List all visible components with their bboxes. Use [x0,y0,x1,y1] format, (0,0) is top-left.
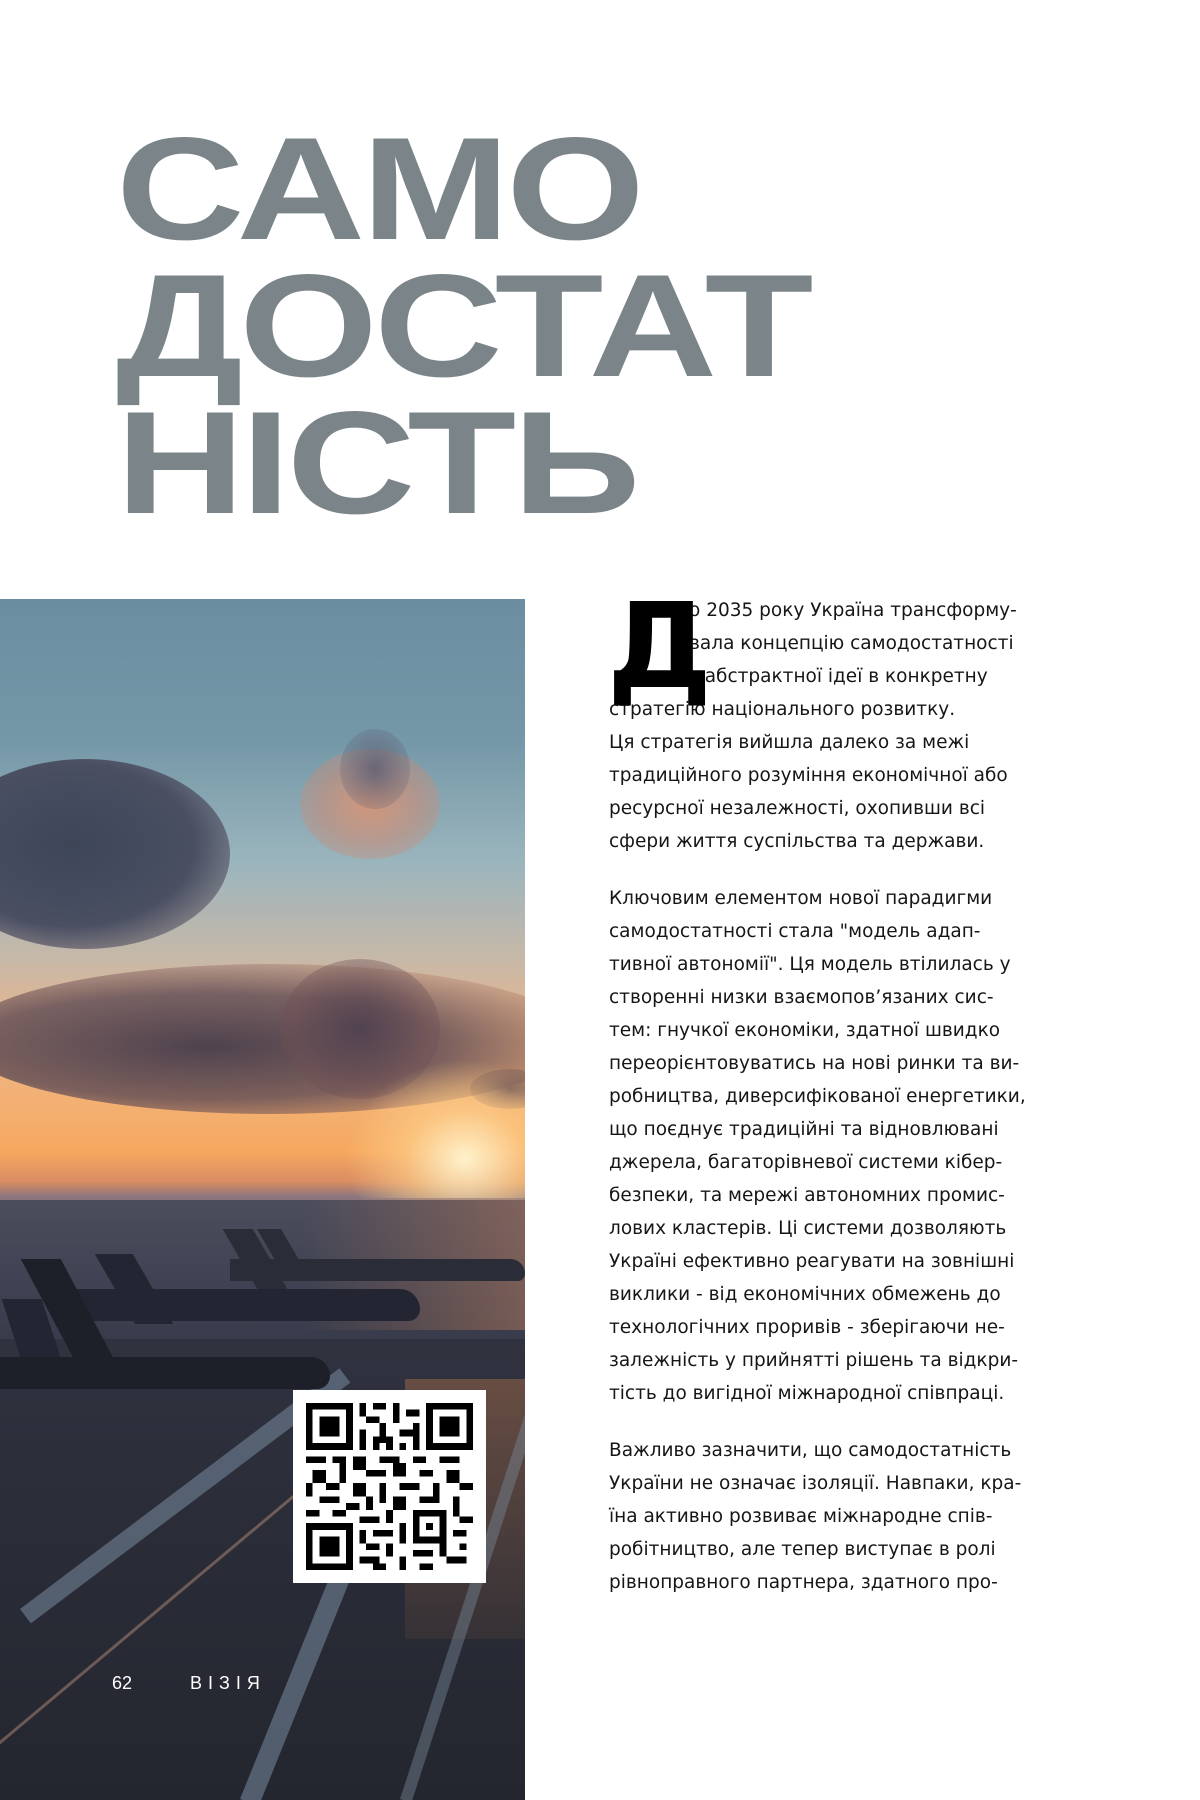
cloud [340,729,410,809]
qr-code[interactable] [293,1390,486,1583]
text-line: тем: гнучкої економіки, здатної швидко [609,1020,1001,1041]
jet-silhouette [0,1357,330,1389]
title-line-1: САМО [116,107,642,270]
text-line: Ключовим елементом нової парадигми [609,888,993,909]
text-line: робітництво, але тепер виступає в ролі [609,1539,996,1560]
text-line: робництва, диверсифікованої енергетики, [609,1086,1026,1107]
text-line: виклики - від економічних обмежень до [609,1284,1001,1305]
text-line: вала концепцію самодостатності [689,633,1014,654]
text-line: стратегію національного розвитку. [609,699,956,720]
cloud [0,759,230,949]
text-line: їна активно розвиває міжнародне спів- [609,1506,993,1527]
text-line: Ця стратегія вийшла далеко за межі [609,732,970,753]
text-line: о 2035 року Україна трансформу- [689,600,1017,621]
text-line: України не означає ізоляції. Навпаки, кра- [609,1473,1022,1494]
page-number: 62 [112,1673,133,1693]
text-line: рівноправного партнера, здатного про- [609,1572,998,1593]
magazine-name: ВІЗІЯ [190,1673,266,1693]
text-line: безпеки, та мережі автономних промис- [609,1185,1005,1206]
text-line: самодостатності стала "модель адап- [609,921,981,942]
text-line: переорієнтовуватись на нові ринки та ви- [609,1053,1020,1074]
drop-cap: Д [607,577,713,715]
title-line-3: НІСТЬ [116,381,637,544]
text-line: традиційного розуміння економічної або [609,765,1008,786]
text-line: ресурсної незалежності, охопивши всі [609,798,986,819]
carrier-sunset-photo [0,599,525,1800]
horizon-line [0,1198,525,1200]
article-body [607,577,1059,1623]
paragraph-3 [609,1434,1059,1599]
article-title [116,107,810,544]
text-line: з абстрактної ідеї в конкретну [689,666,988,687]
paragraph-2 [609,882,1059,1410]
text-line: лових кластерів. Ці системи дозволяють [609,1218,1007,1239]
text-line: залежність у прийнятті рішень та відкри- [609,1350,1019,1371]
qr-code-icon [306,1403,473,1570]
title-line-2: ДОСТАТ [116,244,810,407]
text-line: Україні ефективно реагувати на зовнішні [609,1251,1015,1272]
text-line: технологічних проривів - зберігаючи не- [609,1317,1005,1338]
text-line: Важливо зазначити, що самодостатність [609,1440,1012,1461]
text-line: тість до вигідної міжнародної співпраці. [609,1383,1005,1404]
jet-silhouette [230,1259,525,1281]
text-line: джерела, багаторівневої системи кібер- [609,1152,1003,1173]
text-line: сфери життя суспільства та держави. [609,831,985,852]
text-line: створенні низки взаємопов’язаних сис- [609,987,994,1008]
text-line: тивної автономії". Ця модель втілилась у [609,954,1011,975]
jet-silhouette [60,1289,420,1321]
text-line: що поєднує традиційні та відновлювані [609,1119,999,1140]
